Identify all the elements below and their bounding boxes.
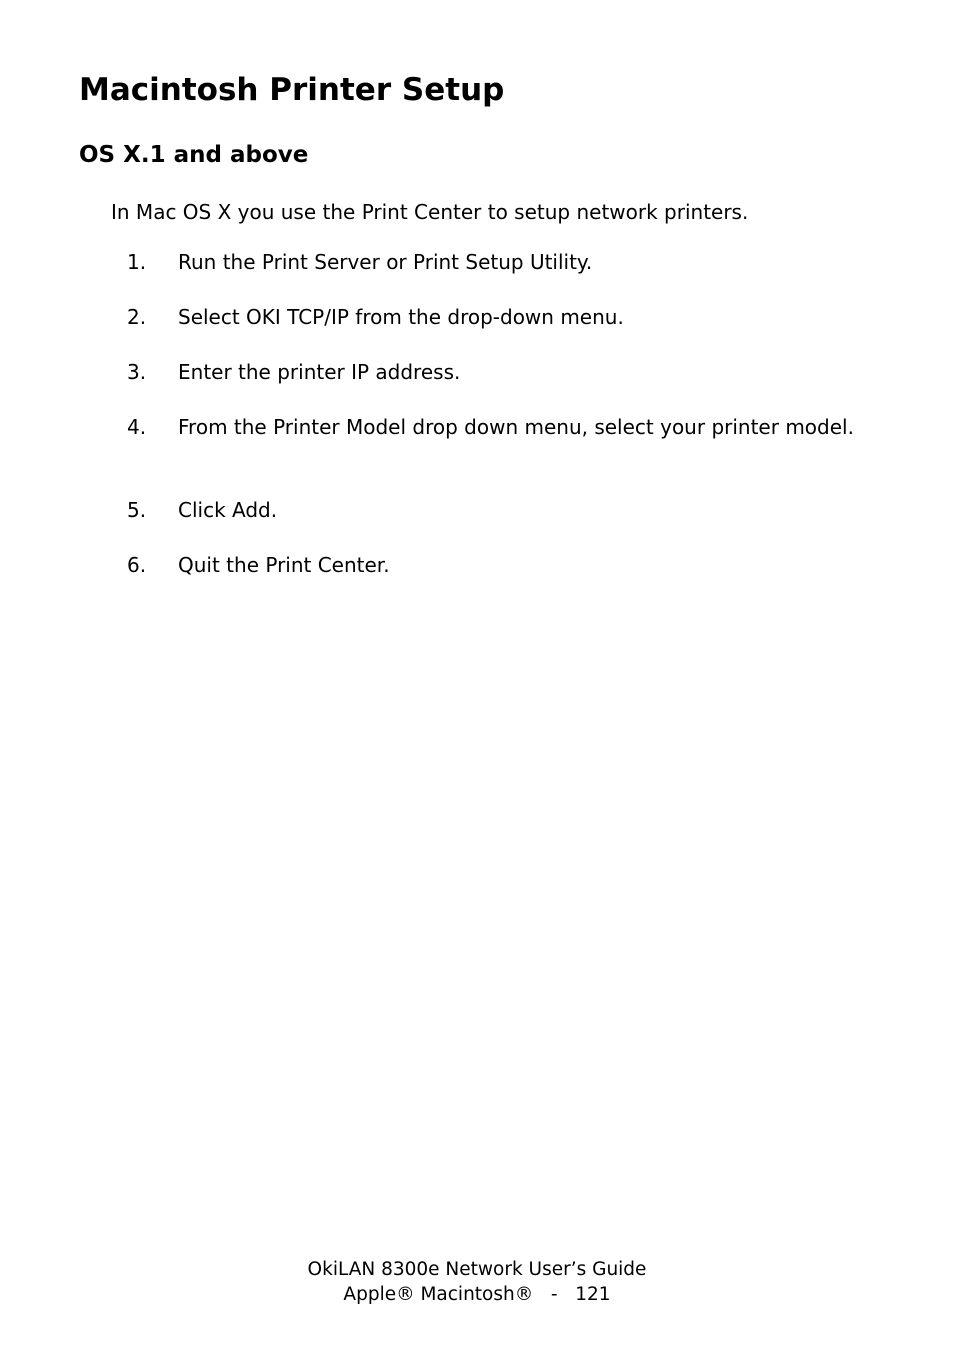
footer-separator: -	[550, 1284, 558, 1305]
page-footer	[0, 1257, 954, 1307]
section-heading: OS X.1 and above	[79, 142, 309, 168]
step-text: Select OKI TCP/IP from the drop-down menu.	[178, 305, 624, 329]
step-number: 4.	[127, 415, 147, 439]
step-number: 5.	[127, 498, 147, 522]
step-text: Quit the Print Center.	[178, 553, 390, 577]
step-number: 1.	[127, 250, 147, 274]
step-number: 2.	[127, 305, 147, 329]
step-text: Run the Print Server or Print Setup Utility.	[178, 250, 593, 274]
footer-guide-title: OkiLAN 8300e Network User’s Guide	[307, 1259, 647, 1280]
footer-chapter: Apple® Macintosh®	[343, 1284, 534, 1305]
step-number: 6.	[127, 553, 147, 577]
step-text: Click Add.	[178, 498, 278, 522]
step-text: From the Printer Model drop down menu, select your printer model.	[178, 415, 854, 439]
intro-paragraph: In Mac OS X you use the Print Center to setup network printers.	[111, 200, 749, 224]
step-text: Enter the printer IP address.	[178, 360, 461, 384]
step-number: 3.	[127, 360, 147, 384]
footer-chapter-line	[0, 1282, 954, 1307]
page-title: Macintosh Printer Setup	[79, 72, 505, 108]
page-number: 121	[575, 1284, 611, 1305]
